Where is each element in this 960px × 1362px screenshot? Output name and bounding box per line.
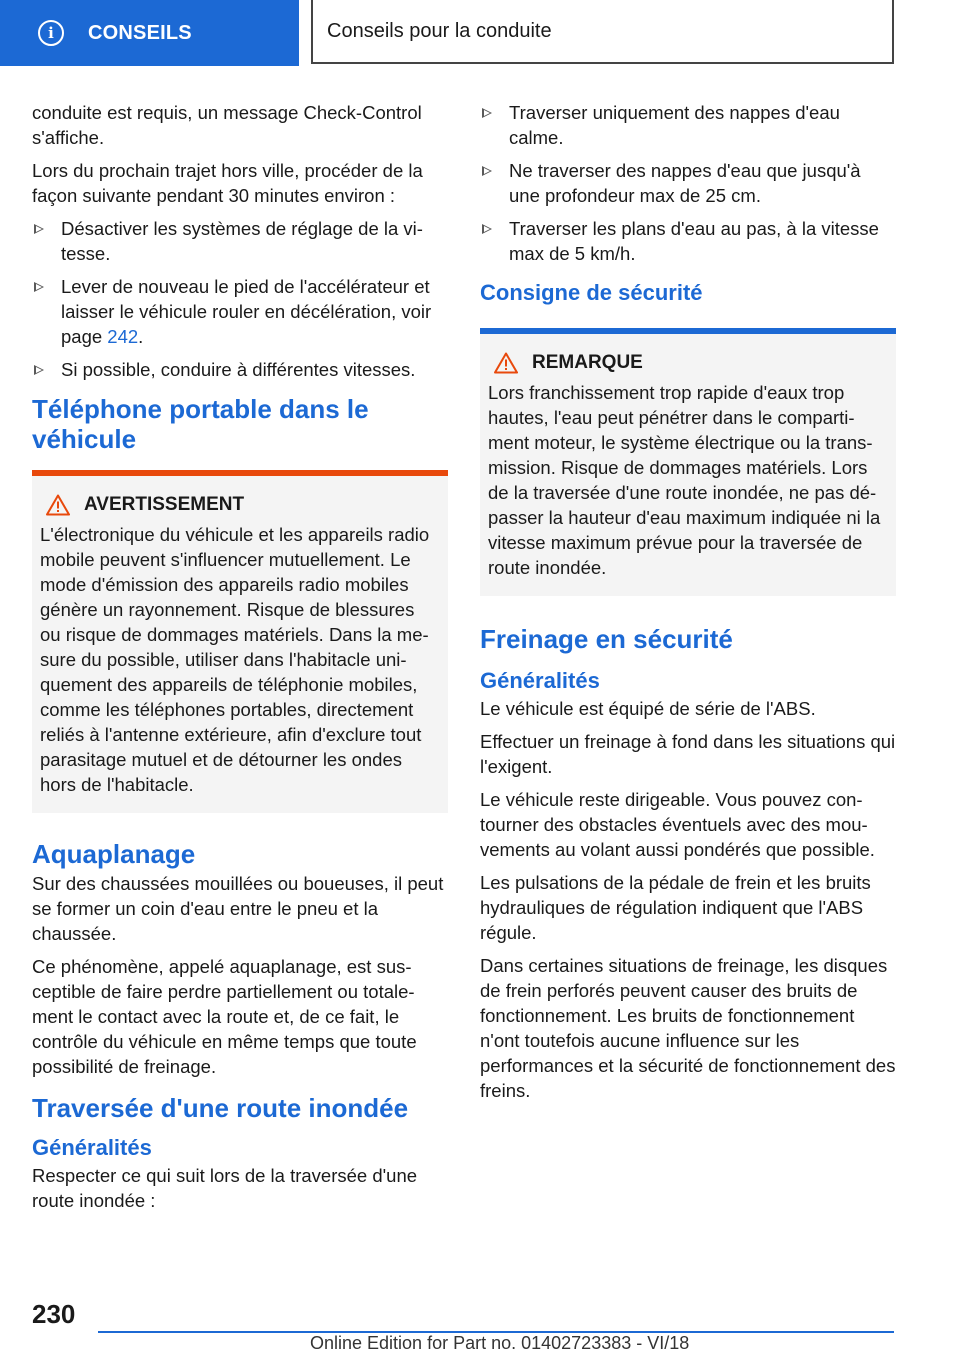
list-item <box>480 158 896 208</box>
warning-box <box>32 470 448 813</box>
list-item <box>480 100 896 150</box>
paragraph: Ce phénomène, appelé aquaplanage, est susceptible de faire perdre partiellement ou totalement le contact avec la route et, de ce fait, le contrôle du véhicule en même temps que toute possibilité de freinage. <box>32 956 417 1077</box>
paragraph: Sur des chaussées mouillées ou boueuses, il peut se former un coin d'eau entre le pneu et la chaussée. <box>32 873 444 944</box>
list-item <box>32 216 448 266</box>
subsection-heading: Généralités <box>480 668 600 693</box>
page-link[interactable]: 242 <box>107 326 139 347</box>
notice-label: REMARQUE <box>532 352 643 373</box>
notice-title <box>488 352 888 374</box>
section-label: CONSEILS <box>88 21 192 44</box>
notice-title <box>40 494 440 516</box>
right-column <box>480 100 896 1111</box>
left-column <box>32 100 448 1221</box>
list-item-text: Traverser les plans d'eau au pas, à la vitesse max de 5 km/h. <box>509 218 879 264</box>
paragraph: Les pulsations de la pédale de frein et les bruits hydrauliques de régulation indiquent que l'ABS régule. <box>480 872 871 943</box>
triangle-bullet-icon <box>482 108 492 118</box>
bullet-list <box>32 216 448 382</box>
triangle-bullet-icon <box>34 365 44 375</box>
list-item-text: Traverser uniquement des nappes d'eau calme. <box>509 102 840 148</box>
triangle-bullet-icon <box>482 166 492 176</box>
notice-text: L'électronique du véhicule et les appareils radio mobile peuvent s'influencer mutuellement. Le mode d'émission des appareils radio mobiles génère un rayonnement. Risque de blessures ou risque de dommages matériels. Dans la mesure du possible, utiliser dans l'habitacle uniquement des appareils de téléphonie mobiles, comme les téléphones portables, directement reliés à l'antenne extérieure, afin d'exclure tout parasitage mutuel et de détourner les ondes hors de l'habitacle. <box>40 524 430 795</box>
list-item-text: . <box>138 326 144 347</box>
chapter-title: Conseils pour la conduite <box>327 19 552 42</box>
footer-edition: Online Edition for Part no. 01402723383 - VI/18 <box>310 1333 690 1353</box>
paragraph: Dans certaines situations de freinage, les disques de frein perforés peuvent causer des bruits de fonctionnement. Les bruits de fonctionnement n'ont toutefois aucune influence sur les performances et la sécurité de fonctionnement des freins. <box>480 955 896 1101</box>
list-item-text: Lever de nouveau le pied de l'accélérateur et laisser le véhicule rouler en décélération, voir page <box>61 276 432 347</box>
section-heading: Téléphone portable dans le véhicule <box>32 394 369 454</box>
bullet-list <box>480 100 896 266</box>
notice-text: Lors franchissement trop rapide d'eaux trop hautes, l'eau peut pénétrer dans le compartiment moteur, le système électrique ou la transmission. Risque de dommages matériels. Lors de la traversée d'une route inondée, ne pas dépasser la hauteur d'eau maximum indiquée ni la vitesse maximum prévue pour la traversée de route inondée. <box>488 382 881 578</box>
info-icon: i <box>38 20 64 46</box>
chapter-header <box>311 0 894 64</box>
paragraph: Respecter ce qui suit lors de la traversée d'une route inondée : <box>32 1165 418 1211</box>
section-heading: Aquaplanage <box>32 839 196 869</box>
section-heading: Freinage en sécurité <box>480 624 733 654</box>
triangle-bullet-icon <box>34 224 44 234</box>
subsection-heading: Généralités <box>32 1135 152 1160</box>
caution-box <box>480 328 896 596</box>
warning-triangle-icon <box>46 494 70 516</box>
list-item-text: Si possible, conduire à différentes vitesses. <box>61 359 416 380</box>
paragraph: Le véhicule est équipé de série de l'ABS. <box>480 698 816 719</box>
list-item <box>32 357 448 382</box>
page-number: 230 <box>32 1299 76 1329</box>
notice-label: AVERTISSEMENT <box>84 494 245 515</box>
paragraph: conduite est requis, un message Check-Control s'affiche. <box>32 102 422 148</box>
paragraph: Effectuer un freinage à fond dans les situations qui l'exigent. <box>480 731 896 777</box>
list-item-text: Désactiver les systèmes de réglage de la vitesse. <box>61 218 423 264</box>
paragraph: Le véhicule reste dirigeable. Vous pouvez contourner des obstacles éventuels avec des mouvements au volant aussi pondérés que possible. <box>480 789 875 860</box>
section-heading: Traversée d'une route inondée <box>32 1093 409 1123</box>
warning-triangle-icon <box>494 352 518 374</box>
triangle-bullet-icon <box>34 282 44 292</box>
list-item-text: Ne traverser des nappes d'eau que jusqu'à une profondeur max de 25 cm. <box>509 160 861 206</box>
triangle-bullet-icon <box>482 224 492 234</box>
section-tab <box>0 0 299 66</box>
list-item <box>480 216 896 266</box>
list-item <box>32 274 448 349</box>
subsection-heading: Consigne de sécurité <box>480 280 703 305</box>
paragraph: Lors du prochain trajet hors ville, procéder de la façon suivante pendant 30 minutes environ : <box>32 160 423 206</box>
